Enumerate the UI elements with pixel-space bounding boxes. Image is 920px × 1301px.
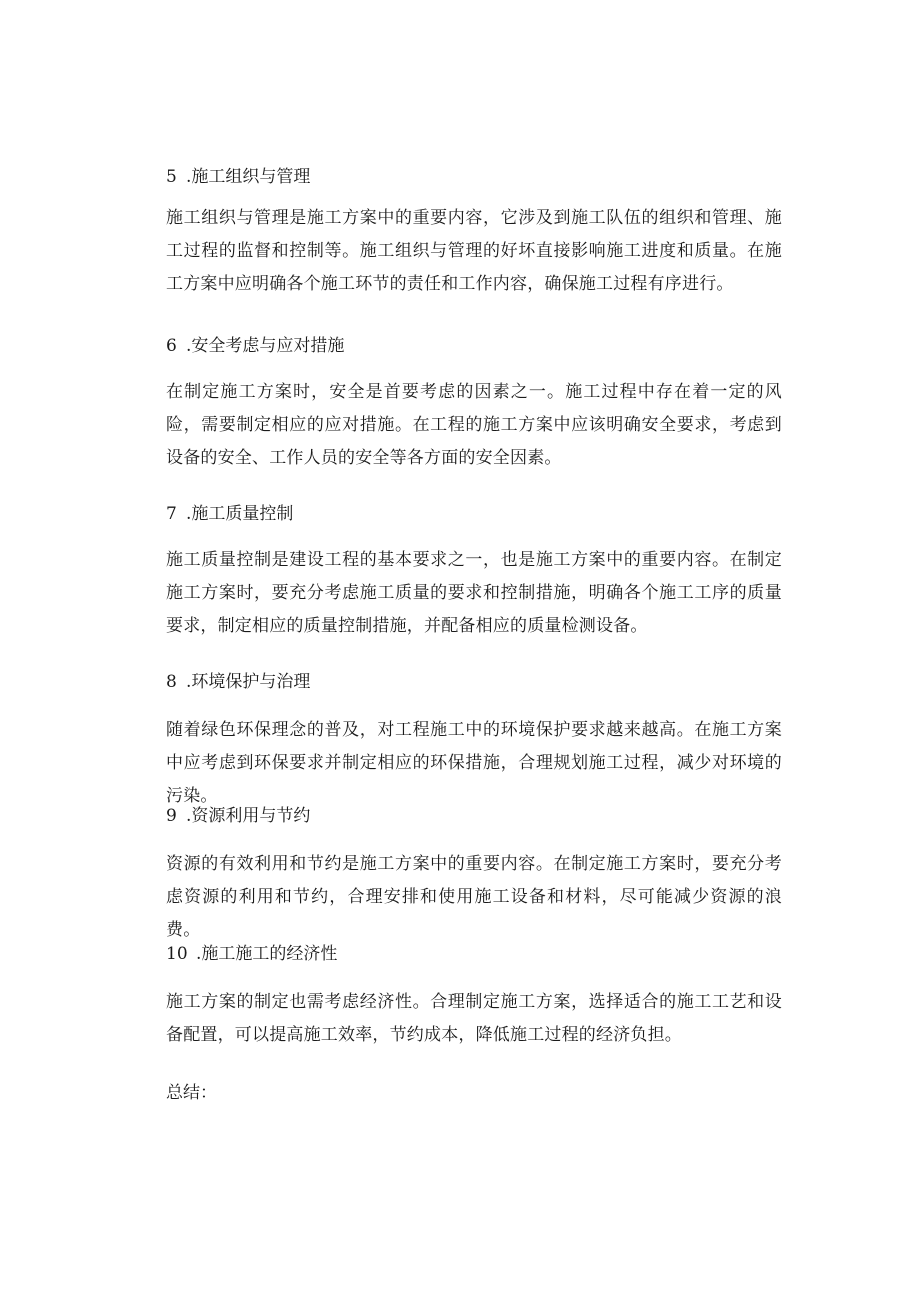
- section-heading-8: [166, 670, 786, 694]
- section-number: 6: [166, 336, 177, 356]
- section-body-8: 随着绿色环保理念的普及，对工程施工中的环境保护要求越来越高。在施工方案中应考虑到环保要求并制定相应的环保措施，合理规划施工过程，减少对环境的污染。: [166, 720, 782, 806]
- section-heading-7: [166, 502, 786, 526]
- section-heading-9: [166, 804, 786, 828]
- section-heading-5: [166, 165, 786, 189]
- section-body-6: 在制定施工方案时，安全是首要考虑的因素之一。施工过程中存在着一定的风险，需要制定相应的应对措施。在工程的施工方案中应该明确安全要求，考虑到设备的安全、工作人员的安全等各方面的安全因素。: [166, 382, 782, 468]
- section-number: 10: [166, 944, 188, 964]
- section-body-10: 施工方案的制定也需考虑经济性。合理制定施工方案，选择适合的施工工艺和设备配置，可以提高施工效率，节约成本，降低施工过程的经济负担。: [166, 992, 782, 1045]
- section-title: .资源利用与节约: [186, 806, 311, 826]
- section-number: 9: [166, 806, 177, 826]
- section-title: .施工质量控制: [186, 504, 294, 524]
- section-title: .环境保护与治理: [186, 672, 311, 692]
- section-body-7: 施工质量控制是建设工程的基本要求之一，也是施工方案中的重要内容。在制定施工方案时，要充分考虑施工质量的要求和控制措施，明确各个施工工序的质量要求，制定相应的质量控制措施，并配备相应的质量检测设备。: [166, 550, 782, 636]
- section-heading-10: [166, 942, 786, 966]
- section-number: 5: [166, 167, 177, 187]
- section-title: .安全考虑与应对措施: [186, 336, 345, 356]
- section-title: .施工施工的经济性: [196, 944, 338, 964]
- section-title: .施工组织与管理: [186, 167, 311, 187]
- section-heading-6: [166, 334, 786, 358]
- section-number: 7: [166, 504, 177, 524]
- section-body-9: 资源的有效利用和节约是施工方案中的重要内容。在制定施工方案时，要充分考虑资源的利用和节约，合理安排和使用施工设备和材料，尽可能减少资源的浪费。: [166, 854, 782, 940]
- section-body-5: 施工组织与管理是施工方案中的重要内容，它涉及到施工队伍的组织和管理、施工过程的监督和控制等。施工组织与管理的好坏直接影响施工进度和质量。在施工方案中应明确各个施工环节的责任和工作内容，确保施工过程有序进行。: [166, 208, 782, 294]
- summary-label: 总结：: [166, 1083, 217, 1103]
- section-number: 8: [166, 672, 177, 692]
